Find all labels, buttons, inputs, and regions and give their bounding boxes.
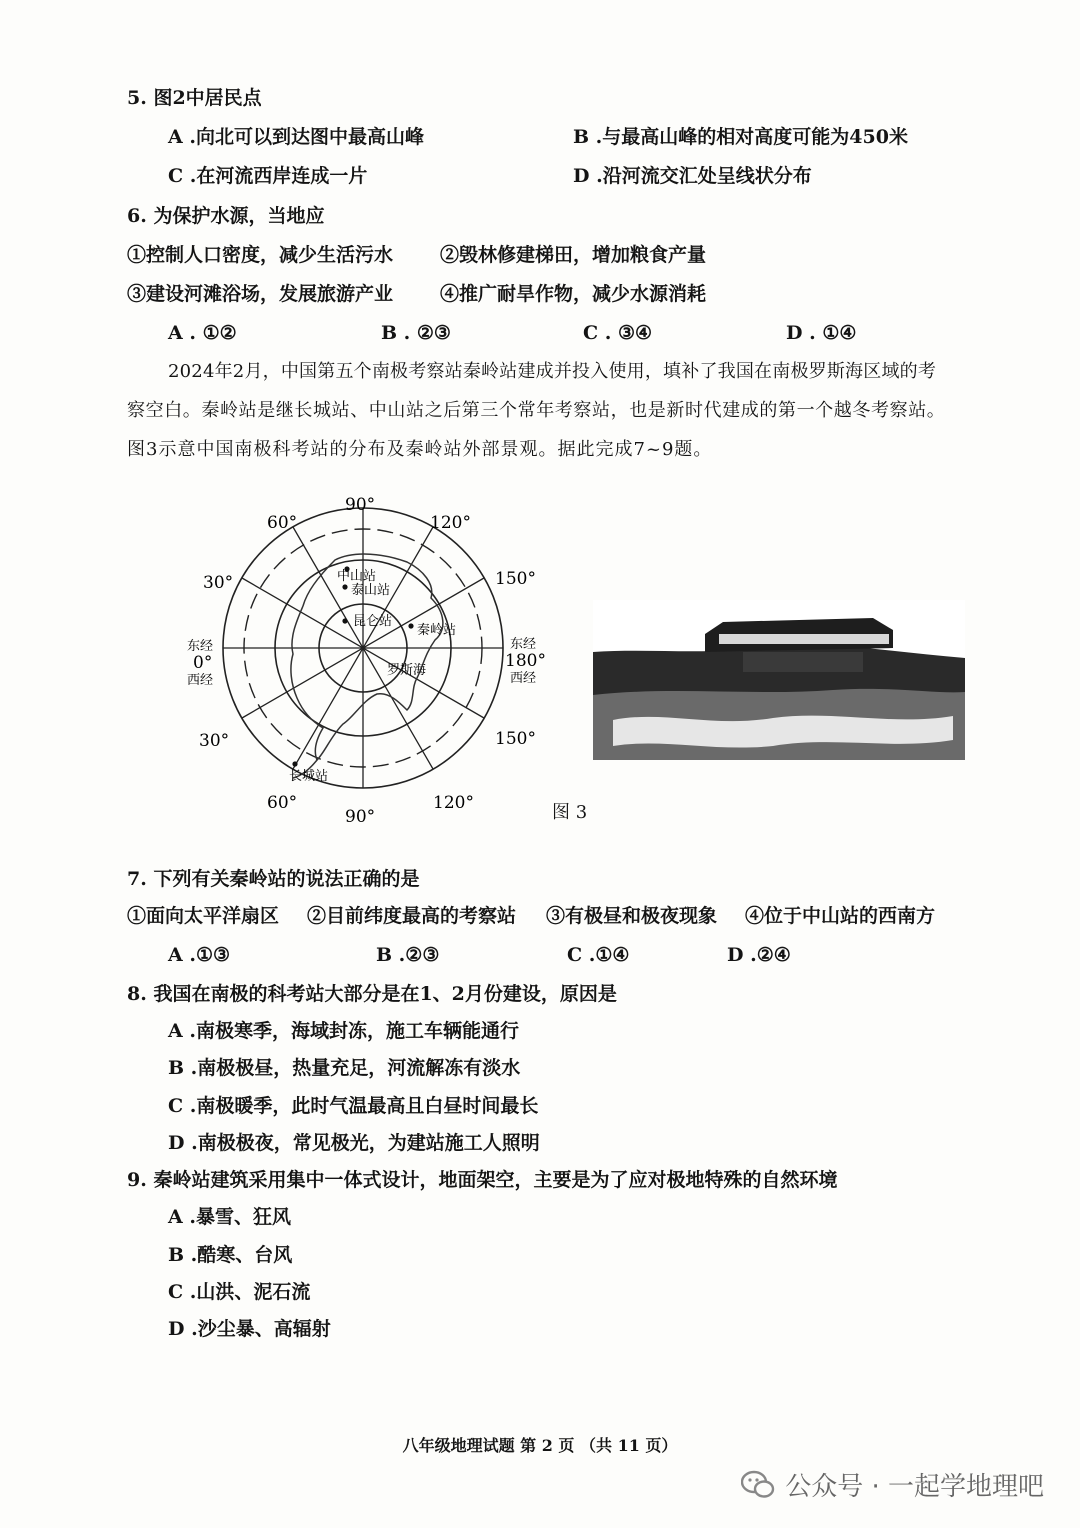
- label-150-top: 150°: [495, 569, 536, 589]
- kunlun-station-dot: [342, 618, 347, 623]
- passage-line-3: 图3示意中国南极科考站的分布及秦岭站外部景观。据此完成7~9题。: [127, 439, 713, 460]
- q8-option-b: B .南极极昼，热量充足，河流解冻有淡水: [168, 1057, 521, 1079]
- label-60-bottom: 60°: [267, 793, 298, 813]
- label-east-left: 东经: [187, 639, 214, 654]
- q7-statement-2: ②目前纬度最高的考察站: [307, 905, 517, 927]
- photo-building-base: [743, 652, 863, 672]
- label-0: 0°: [193, 653, 213, 673]
- label-150-bottom: 150°: [495, 729, 536, 749]
- watermark: [741, 1466, 1044, 1503]
- label-taishan: 泰山站: [351, 583, 391, 598]
- q9-option-d: D .沙尘暴、高辐射: [168, 1318, 331, 1340]
- q6-option-b: B . ②③: [381, 322, 451, 344]
- q6-option-c: C . ③④: [583, 322, 653, 344]
- q7-option-c: C .①④: [567, 944, 630, 966]
- label-qinling: 秦岭站: [417, 623, 457, 638]
- q8-stem: 8. 我国在南极的科考站大部分是在1、2月份建设，原因是: [127, 983, 617, 1005]
- q6-statement-3: ③建设河滩浴场，发展旅游产业: [127, 283, 394, 305]
- photo-snow: [613, 716, 953, 748]
- wechat-icon: [741, 1470, 775, 1500]
- q7-option-d: D .②④: [727, 944, 791, 966]
- label-180: 180°: [505, 651, 546, 671]
- q5-option-a: A .向北可以到达图中最高山峰: [168, 126, 424, 148]
- label-30-bottom: 30°: [199, 731, 230, 751]
- q5-stem: 5. 图2中居民点: [127, 87, 262, 109]
- q5-option-c: C .在河流西岸连成一片: [168, 165, 368, 187]
- passage-line-1: 2024年2月，中国第五个南极考察站秦岭站建成并投入使用，填补了我国在南极罗斯海区域的考: [168, 361, 937, 382]
- label-60-top: 60°: [267, 513, 298, 533]
- figure-caption: 图 3: [552, 802, 588, 823]
- label-west-right: 西经: [510, 671, 537, 686]
- label-90-bottom: 90°: [345, 807, 376, 827]
- q5-option-d: D .沿河流交汇处呈线状分布: [573, 165, 812, 187]
- q9-option-b: B .酷寒、台风: [168, 1244, 293, 1266]
- q8-option-d: D .南极极夜，常见极光，为建站施工人照明: [168, 1132, 540, 1154]
- passage-line-2: 察空白。秦岭站是继长城站、中山站之后第三个常年考察站，也是新时代建成的第一个越冬考察站。: [127, 400, 946, 421]
- page-footer: 八年级地理试题 第 2 页 （共 11 页）: [402, 1436, 678, 1455]
- q8-option-c: C .南极暖季，此时气温最高且白昼时间最长: [168, 1095, 539, 1117]
- label-ross-sea: 罗斯海: [387, 663, 427, 678]
- q8-option-a: A .南极寒季，海域封冻，施工车辆能通行: [168, 1020, 519, 1042]
- changcheng-station-dot: [292, 761, 297, 766]
- q9-option-c: C .山洪、泥石流: [168, 1281, 311, 1303]
- q9-option-a: A .暴雪、狂风: [168, 1206, 291, 1228]
- qinling-station-photo: [593, 600, 965, 760]
- q6-option-d: D . ①④: [786, 322, 857, 344]
- label-zhongshan: 中山站: [337, 569, 377, 584]
- label-kunlun: 昆仑站: [353, 614, 393, 629]
- q7-statement-3: ③有极昼和极夜现象: [546, 905, 718, 927]
- q6-statement-2: ②毁林修建梯田，增加粮食产量: [440, 244, 707, 266]
- taishan-station-dot: [342, 584, 347, 589]
- photo-building-windows: [719, 634, 889, 644]
- q6-option-a: A . ①②: [168, 322, 237, 344]
- q7-option-a: A .①③: [168, 944, 231, 966]
- meridian-lines: [223, 508, 503, 788]
- q7-statement-4: ④位于中山站的西南方: [745, 905, 936, 927]
- label-120-bottom: 120°: [433, 793, 474, 813]
- label-120-top: 120°: [430, 513, 471, 533]
- antarctic-polar-map: [185, 488, 555, 833]
- q6-stem: 6. 为保护水源，当地应: [127, 205, 325, 227]
- q5-option-b: B .与最高山峰的相对高度可能为450米: [573, 126, 908, 148]
- q6-statement-1: ①控制人口密度，减少生活污水: [127, 244, 394, 266]
- q6-statement-4: ④推广耐旱作物，减少水源消耗: [440, 283, 707, 305]
- label-changcheng: 长城站: [289, 769, 329, 784]
- q7-stem: 7. 下列有关秦岭站的说法正确的是: [127, 868, 420, 890]
- label-east-right: 东经: [510, 637, 537, 652]
- q7-statement-1: ①面向太平洋扇区: [127, 905, 280, 927]
- label-west-left: 西经: [187, 673, 214, 688]
- label-90-top: 90°: [345, 495, 376, 515]
- q7-option-b: B .②③: [376, 944, 440, 966]
- qinling-station-dot: [408, 623, 413, 628]
- q9-stem: 9. 秦岭站建筑采用集中一体式设计，地面架空，主要是为了应对极地特殊的自然环境: [127, 1169, 838, 1191]
- label-30-top: 30°: [203, 573, 234, 593]
- watermark-text: 公众号 · 一起学地理吧: [785, 1472, 1044, 1502]
